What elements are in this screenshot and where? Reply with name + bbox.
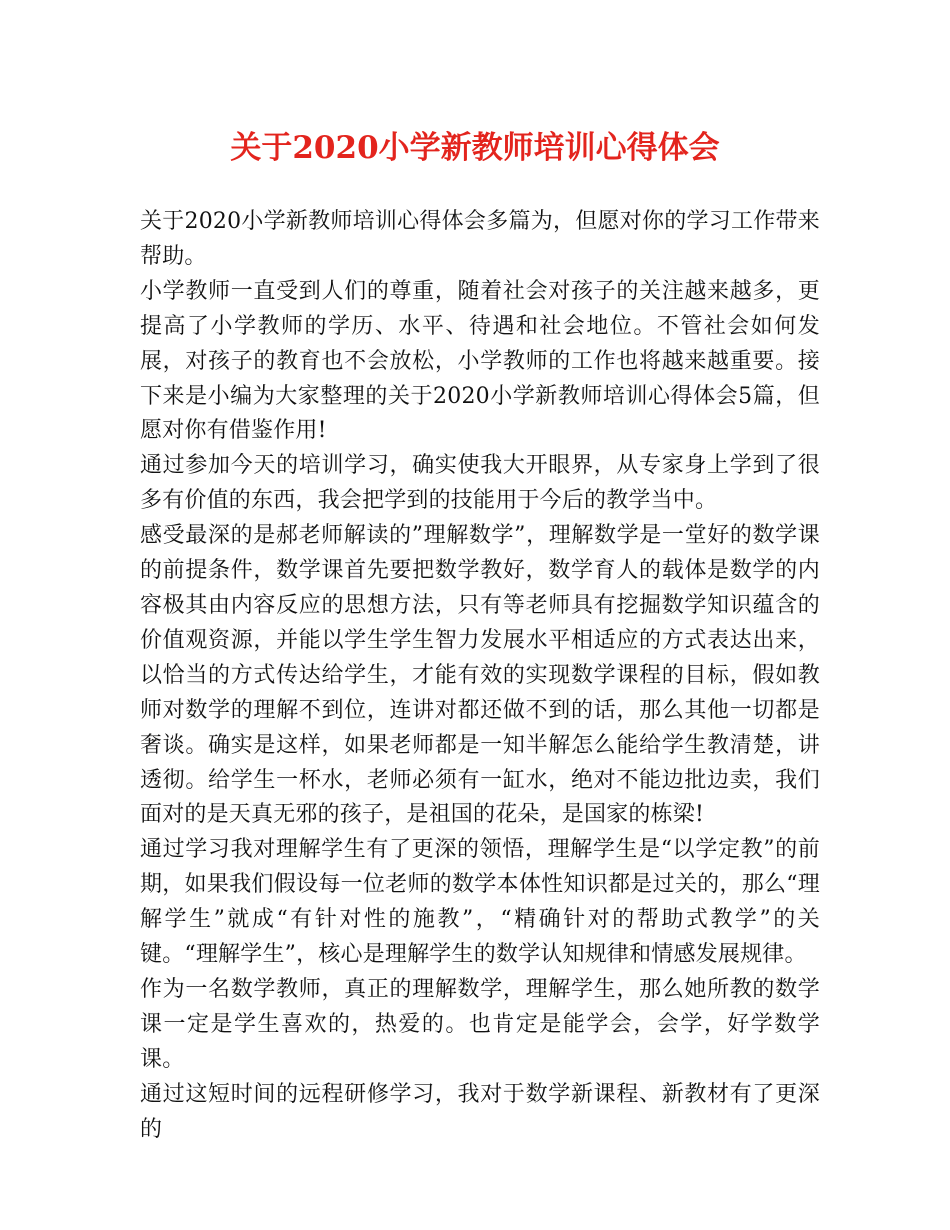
paragraph-background: 小学教师一直受到人们的尊重，随着社会对孩子的关注越来越多，更提高了小学教师的学历、水平、待遇和社会地位。不管社会如何发展，对孩子的教育也不会放松，小学教师的工作也将越来越重要。接下来是小编为大家整理的关于2020小学新教师培训心得体会5篇，但愿对你有借鉴作用! [140,278,820,444]
paragraph-math-teacher: 作为一名数学教师，真正的理解数学，理解学生，那么她所教的数学课一定是学生喜欢的，热爱的。也肯定是能学会，会学，好学数学课。 [140,976,820,1072]
paragraph-training-gain: 通过参加今天的培训学习，确实使我大开眼界，从专家身上学到了很多有价值的东西，我会把学到的技能用于今后的教学当中。 [140,453,820,514]
document-body [140,205,820,1147]
paragraph-remote-study: 通过这短时间的远程研修学习，我对于数学新课程、新教材有了更深的 [140,1081,820,1142]
paragraph-understanding-math: 感受最深的是郝老师解读的”理解数学”，理解数学是一堂好的数学课的前提条件，数学课首先要把数学教好，数学育人的载体是数学的内容极其由内容反应的思想方法，只有等老师具有挖掘数学知识蕴含的价值观资源，并能以学生学生智力发展水平相适应的方式表达出来，以恰当的方式传达给学生，才能有效的实现数学课程的目标，假如教师对数学的理解不到位，连讲对都还做不到的话，那么其他一切都是奢谈。确实是这样，如果老师都是一知半解怎么能给学生教清楚，讲透彻。给学生一杯水，老师必须有一缸水，绝对不能边批边卖，我们面对的是天真无邪的孩子，是祖国的花朵，是国家的栋梁! [140,523,820,828]
document-title: 关于2020小学新教师培训心得体会 [230,130,720,166]
paragraph-intro: 关于2020小学新教师培训心得体会多篇为，但愿对你的学习工作带来帮助。 [140,209,820,269]
paragraph-understanding-students: 通过学习我对理解学生有了更深的领悟，理解学生是“以学定教”的前期，如果我们假设每一位老师的数学本体性知识都是过关的，那么“理解学生”就成“有针对性的施教”，“精确针对的帮助式教学”的关键。“理解学生”，核心是理解学生的数学认知规律和情感发展规律。 [140,837,820,968]
